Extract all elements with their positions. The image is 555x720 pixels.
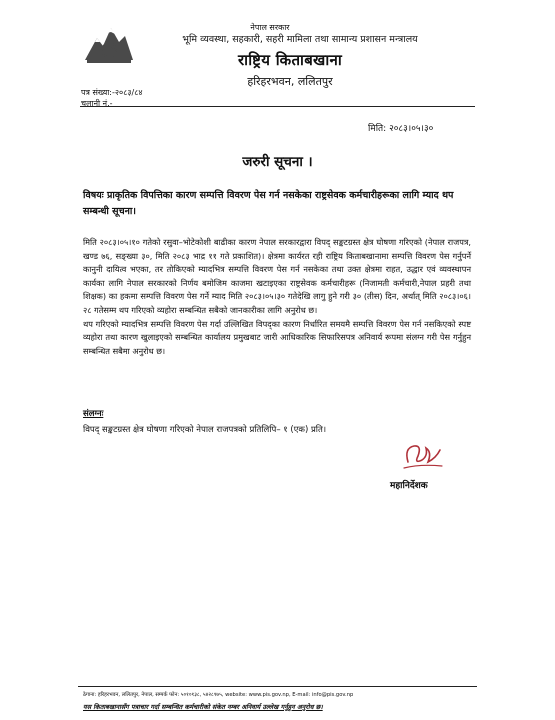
notice-title: जरुरी सूचना । — [242, 154, 313, 170]
office-address: हरिहरभवन, ललितपुर — [247, 75, 333, 88]
enclosure-label: संलग्नः — [83, 409, 104, 419]
header-divider — [80, 106, 475, 107]
letter-number: पत्र संख्या:-२०८३/८४ — [81, 88, 143, 97]
footer-note: यस किताबखानासँग पत्राचार गर्दा सम्बन्धित कर्मचारीको संकेत नम्बर अनिवार्य उल्लेख गर्नुहुन अनुरोध छ। — [83, 703, 323, 711]
nepal-emblem-icon — [83, 20, 135, 66]
footer-contact: ठेगाना: हरिहरभवन, ललितपुर, नेपाल, सम्पर्क फोन: ५०१०१३८, ५४२८९७५, website: www.pis.gov.np, E-mail: info@pis.gov.np — [83, 692, 354, 698]
body-paragraph: थप गरिएको म्यादभित्र सम्पत्ति विवरण पेस गर्दा उल्लिखित विपद्का कारण निर्धारित समयमै सम्पत्ति विवरण पेस गर्न नसकिएको स्पष्ट व्यहोरा तथा कारण खुलाइएको सम्बन्धित कार्यालय प्रमुखबाट जारी आधिकारिक सिफारिसपत्र अनिवार्य रूपमा संलग्न गरी पेस गर्नुहुन सम्बन्धित सबैमा अनुरोध छ। — [83, 318, 471, 356]
notice-body — [83, 236, 471, 358]
signatory-title: महानिर्देशक — [390, 481, 428, 491]
subject-line: विषयः प्राकृतिक विपत्तिका कारण सम्पत्ति विवरण पेस गर्न नसकेका राष्ट्रसेवक कर्मचारीहरूका लागि म्याद थप सम्बन्धी सूचना। — [83, 190, 454, 217]
body-paragraph: मिति २०८३।०५।१० गतेको रसुवा–भोटेकोशी बाढीका कारण नेपाल सरकारद्वारा विपद् सङ्कटग्रस्त क्षेत्र घोषणा गरिएको (नेपाल राजपत्र, खण्ड ७६, सङ्ख्या ३०, मिति २०८३ भाद्र ११ गते प्रकाशित)। क्षेत्रमा कार्यरत रही राष्ट्रिय किताबखानामा सम्पत्ति विवरण पेस गर्नुपर्ने कानुनी दायित्व भएका, तर तोकिएको म्यादभित्र सम्पत्ति विवरण पेस गर्न नसकेका तथा उक्त क्षेत्रमा राहत, उद्धार एवं व्यवस्थापन कार्यका लागि नेपाल सरकारको निर्णय बमोजिम काजमा खटाइएका राष्ट्रसेवक कर्मचारीहरू (निजामती कर्मचारी,नेपाल प्रहरी तथा शिक्षक) का हकमा सम्पत्ति विवरण पेस गर्ने म्याद मिति २०८३।०५।३० गतेदेखि लागु हुने गरी ३० (तीस) दिन, अर्थात् मिति २०८३।०६।२८ गतेसम्म थप गरिएको व्यहोरा सम्बन्धित सबैको जानकारीका लागि अनुरोध छ। — [83, 237, 471, 315]
office-name: राष्ट्रिय किताबखाना — [237, 51, 343, 69]
enclosure-text: विपद् सङ्कटग्रस्त क्षेत्र घोषणा गरिएको नेपाल राजपत्रको प्रतिलिपि– १ (एक) प्रति। — [83, 425, 327, 435]
signature-icon — [398, 438, 446, 476]
letter-date: मिति: २०८३।०५।३० — [368, 124, 434, 134]
government-name: नेपाल सरकार — [250, 23, 290, 32]
footer-divider — [78, 686, 477, 687]
dispatch-number: चलानी नं.- — [81, 99, 113, 108]
ministry-name: भूमि व्यवस्था, सहकारी, सहरी मामिला तथा सामान्य प्रशासन मन्त्रालय — [182, 34, 418, 45]
